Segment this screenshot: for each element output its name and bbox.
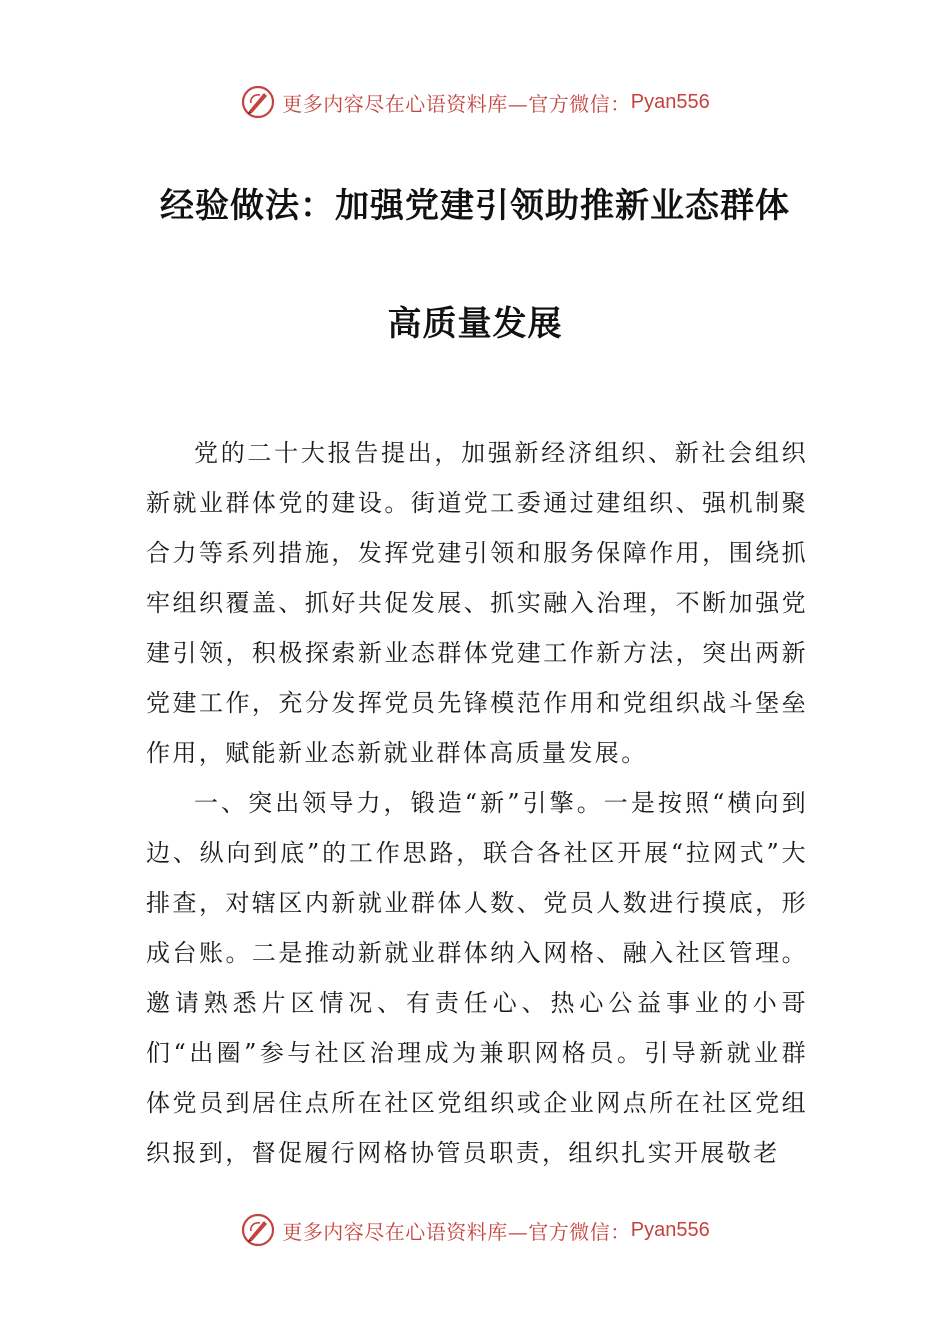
watermark-wechat-id: Pyan556 xyxy=(630,90,710,113)
watermark-text: 更多内容尽在心语资料库—官方微信： xyxy=(282,91,631,116)
footer-watermark-banner xyxy=(0,1210,950,1250)
pen-logo-icon xyxy=(240,1212,276,1248)
header-watermark-banner xyxy=(0,82,950,122)
document-body xyxy=(146,428,808,1178)
document-title-line-1: 经验做法：加强党建引领助推新业态群体 xyxy=(160,186,790,226)
document-title-line-2: 高质量发展 xyxy=(387,304,563,344)
watermark-wechat-id: Pyan556 xyxy=(630,1218,710,1241)
pen-logo-icon xyxy=(240,84,276,120)
paragraph: 一、突出领导力，锻造“新”引擎。一是按照“横向到边、纵向到底”的工作思路，联合各社区开展“拉网式”大排查，对辖区内新就业群体人数、党员人数进行摸底，形成台账。二是推动新就业群体纳入网格、融入社区管理。邀请熟悉片区情况、有责任心、热心公益事业的小哥们“出圈”参与社区治理成为兼职网格员。引导新就业群体党员到居住点所在社区党组织或企业网点所在社区党组织报到，督促履行网格协管员职责，组织扎实开展敬老 xyxy=(146,789,808,1167)
paragraph: 党的二十大报告提出，加强新经济组织、新社会组织新就业群体党的建设。街道党工委通过建组织、强机制聚合力等系列措施，发挥党建引领和服务保障作用，围绕抓牢组织覆盖、抓好共促发展、抓实融入治理，不断加强党建引领，积极探索新业态群体党建工作新方法，突出两新党建工作，充分发挥党员先锋模范作用和党组织战斗堡垒作用，赋能新业态新就业群体高质量发展。 xyxy=(146,439,808,767)
watermark-text: 更多内容尽在心语资料库—官方微信： xyxy=(282,1219,631,1244)
